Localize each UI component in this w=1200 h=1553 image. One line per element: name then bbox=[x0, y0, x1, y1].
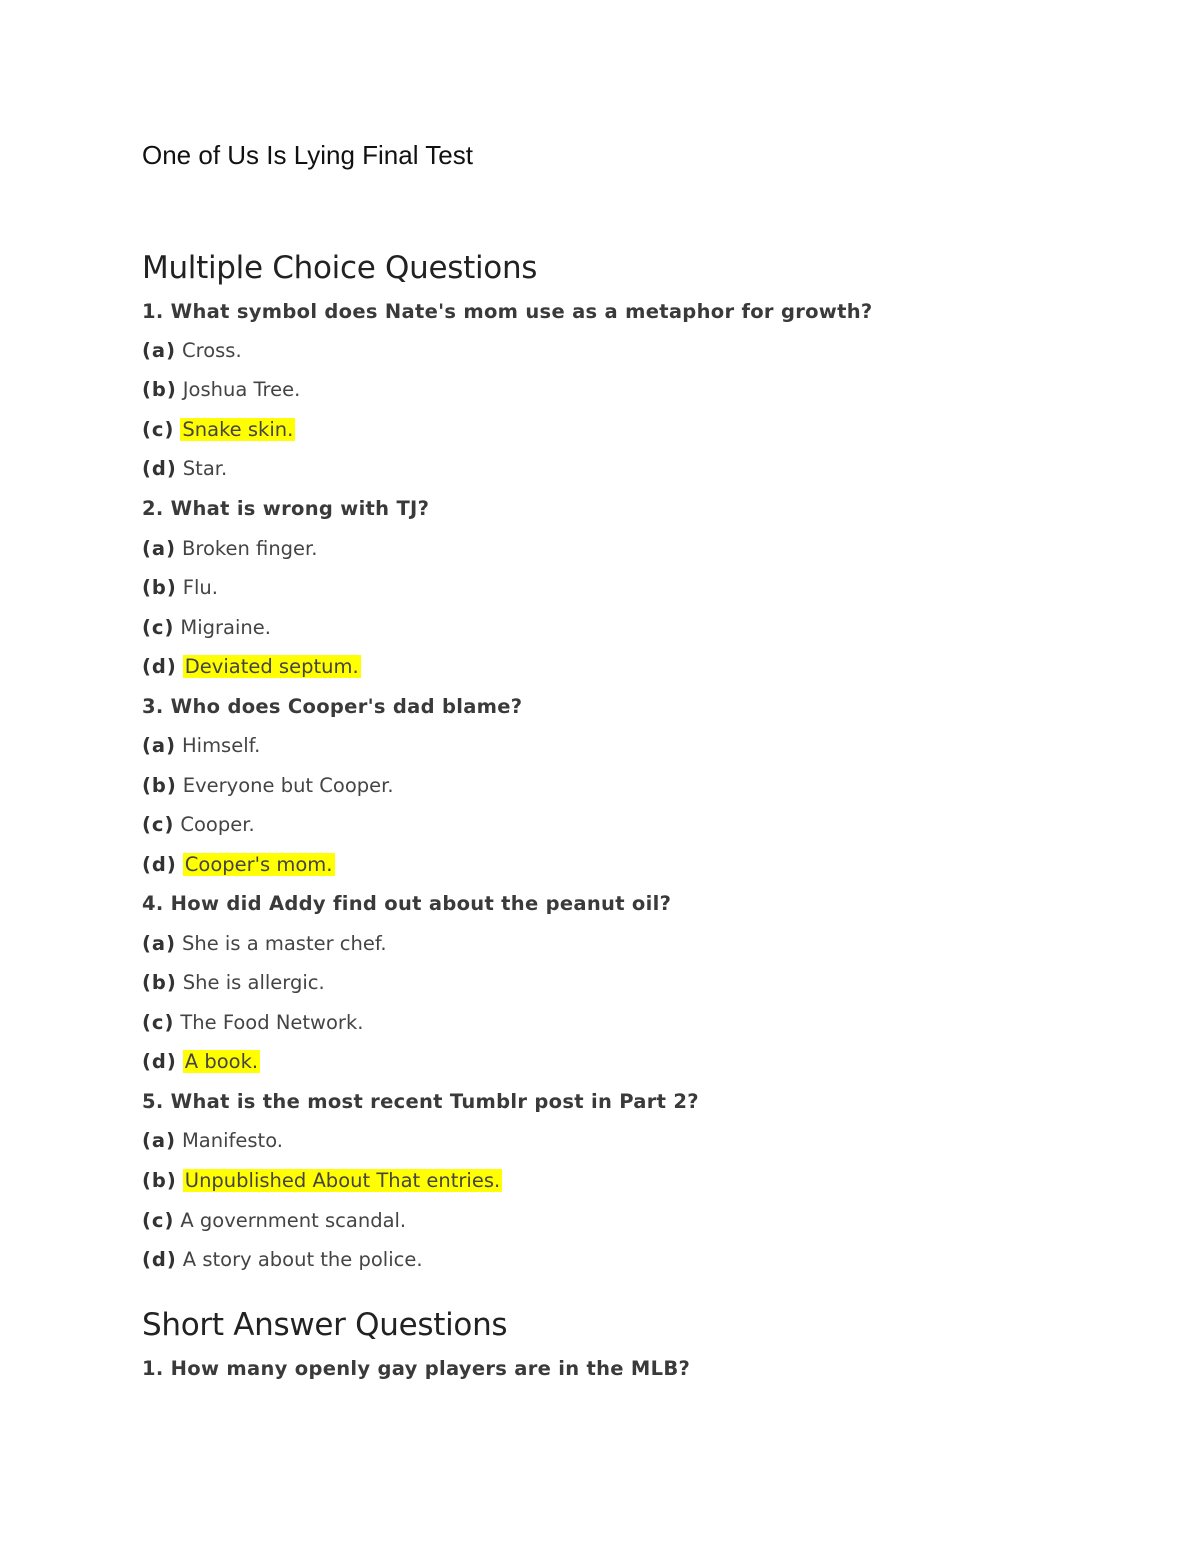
answer-option bbox=[142, 850, 335, 880]
option-text-highlighted: A book. bbox=[184, 1050, 259, 1073]
option-text-highlighted: Deviated septum. bbox=[184, 655, 359, 678]
option-text: Everyone but Cooper. bbox=[182, 774, 394, 797]
option-letter: (c) bbox=[142, 1209, 175, 1232]
answer-option bbox=[142, 415, 295, 445]
question-text: 3. Who does Cooper's dad blame? bbox=[142, 695, 523, 718]
question-text: 2. What is wrong with TJ? bbox=[142, 497, 430, 520]
option-text: A government scandal. bbox=[180, 1209, 407, 1232]
answer-option bbox=[142, 573, 218, 603]
option-letter: (b) bbox=[142, 378, 177, 401]
option-text-highlighted: Snake skin. bbox=[182, 418, 294, 441]
option-text: Flu. bbox=[182, 576, 218, 599]
option-letter: (c) bbox=[142, 1011, 175, 1034]
option-text: A story about the police. bbox=[182, 1248, 423, 1271]
option-text: Manifesto. bbox=[181, 1129, 283, 1152]
option-letter: (a) bbox=[142, 932, 176, 955]
option-text: Migraine. bbox=[180, 616, 271, 639]
option-text: Cross. bbox=[181, 339, 242, 362]
section-heading-multiple-choice: Multiple Choice Questions bbox=[142, 250, 538, 286]
option-letter: (c) bbox=[142, 616, 175, 639]
answer-option bbox=[142, 810, 255, 840]
option-letter: (d) bbox=[142, 655, 177, 678]
answer-option bbox=[142, 1166, 502, 1196]
option-letter: (b) bbox=[142, 576, 177, 599]
option-letter: (a) bbox=[142, 1129, 176, 1152]
option-text: She is allergic. bbox=[182, 971, 325, 994]
answer-option bbox=[142, 1245, 423, 1275]
answer-option bbox=[142, 534, 317, 564]
question-text: 1. How many openly gay players are in the MLB? bbox=[142, 1357, 691, 1380]
option-letter: (c) bbox=[142, 813, 175, 836]
answer-option bbox=[142, 336, 242, 366]
section-heading-short-answer: Short Answer Questions bbox=[142, 1307, 508, 1343]
option-letter: (d) bbox=[142, 457, 177, 480]
option-letter: (b) bbox=[142, 971, 177, 994]
question-text: 1. What symbol does Nate's mom use as a metaphor for growth? bbox=[142, 300, 873, 323]
option-letter: (d) bbox=[142, 1248, 177, 1271]
answer-option bbox=[142, 1206, 406, 1236]
option-text: The Food Network. bbox=[180, 1011, 364, 1034]
answer-option bbox=[142, 1047, 260, 1077]
option-letter: (a) bbox=[142, 537, 176, 560]
option-text: Star. bbox=[182, 457, 228, 480]
answer-option bbox=[142, 968, 325, 998]
document-title: One of Us Is Lying Final Test bbox=[142, 140, 473, 170]
option-text: She is a master chef. bbox=[181, 932, 387, 955]
answer-option bbox=[142, 929, 387, 959]
option-letter: (d) bbox=[142, 1050, 177, 1073]
answer-option bbox=[142, 652, 361, 682]
option-letter: (c) bbox=[142, 418, 175, 441]
answer-option bbox=[142, 731, 260, 761]
option-letter: (d) bbox=[142, 853, 177, 876]
option-text: Himself. bbox=[181, 734, 261, 757]
question-text: 5. What is the most recent Tumblr post in Part 2? bbox=[142, 1090, 699, 1113]
option-letter: (b) bbox=[142, 1169, 177, 1192]
option-text: Broken finger. bbox=[181, 537, 318, 560]
answer-option bbox=[142, 1126, 283, 1156]
option-letter: (a) bbox=[142, 339, 176, 362]
option-text: Joshua Tree. bbox=[182, 378, 301, 401]
question-text: 4. How did Addy find out about the peanut oil? bbox=[142, 892, 672, 915]
option-letter: (b) bbox=[142, 774, 177, 797]
answer-option bbox=[142, 375, 300, 405]
answer-option bbox=[142, 454, 227, 484]
answer-option bbox=[142, 613, 271, 643]
option-text-highlighted: Cooper's mom. bbox=[184, 853, 333, 876]
option-text: Cooper. bbox=[180, 813, 255, 836]
answer-option bbox=[142, 771, 394, 801]
option-letter: (a) bbox=[142, 734, 176, 757]
option-text-highlighted: Unpublished About That entries. bbox=[184, 1169, 501, 1192]
answer-option bbox=[142, 1008, 363, 1038]
